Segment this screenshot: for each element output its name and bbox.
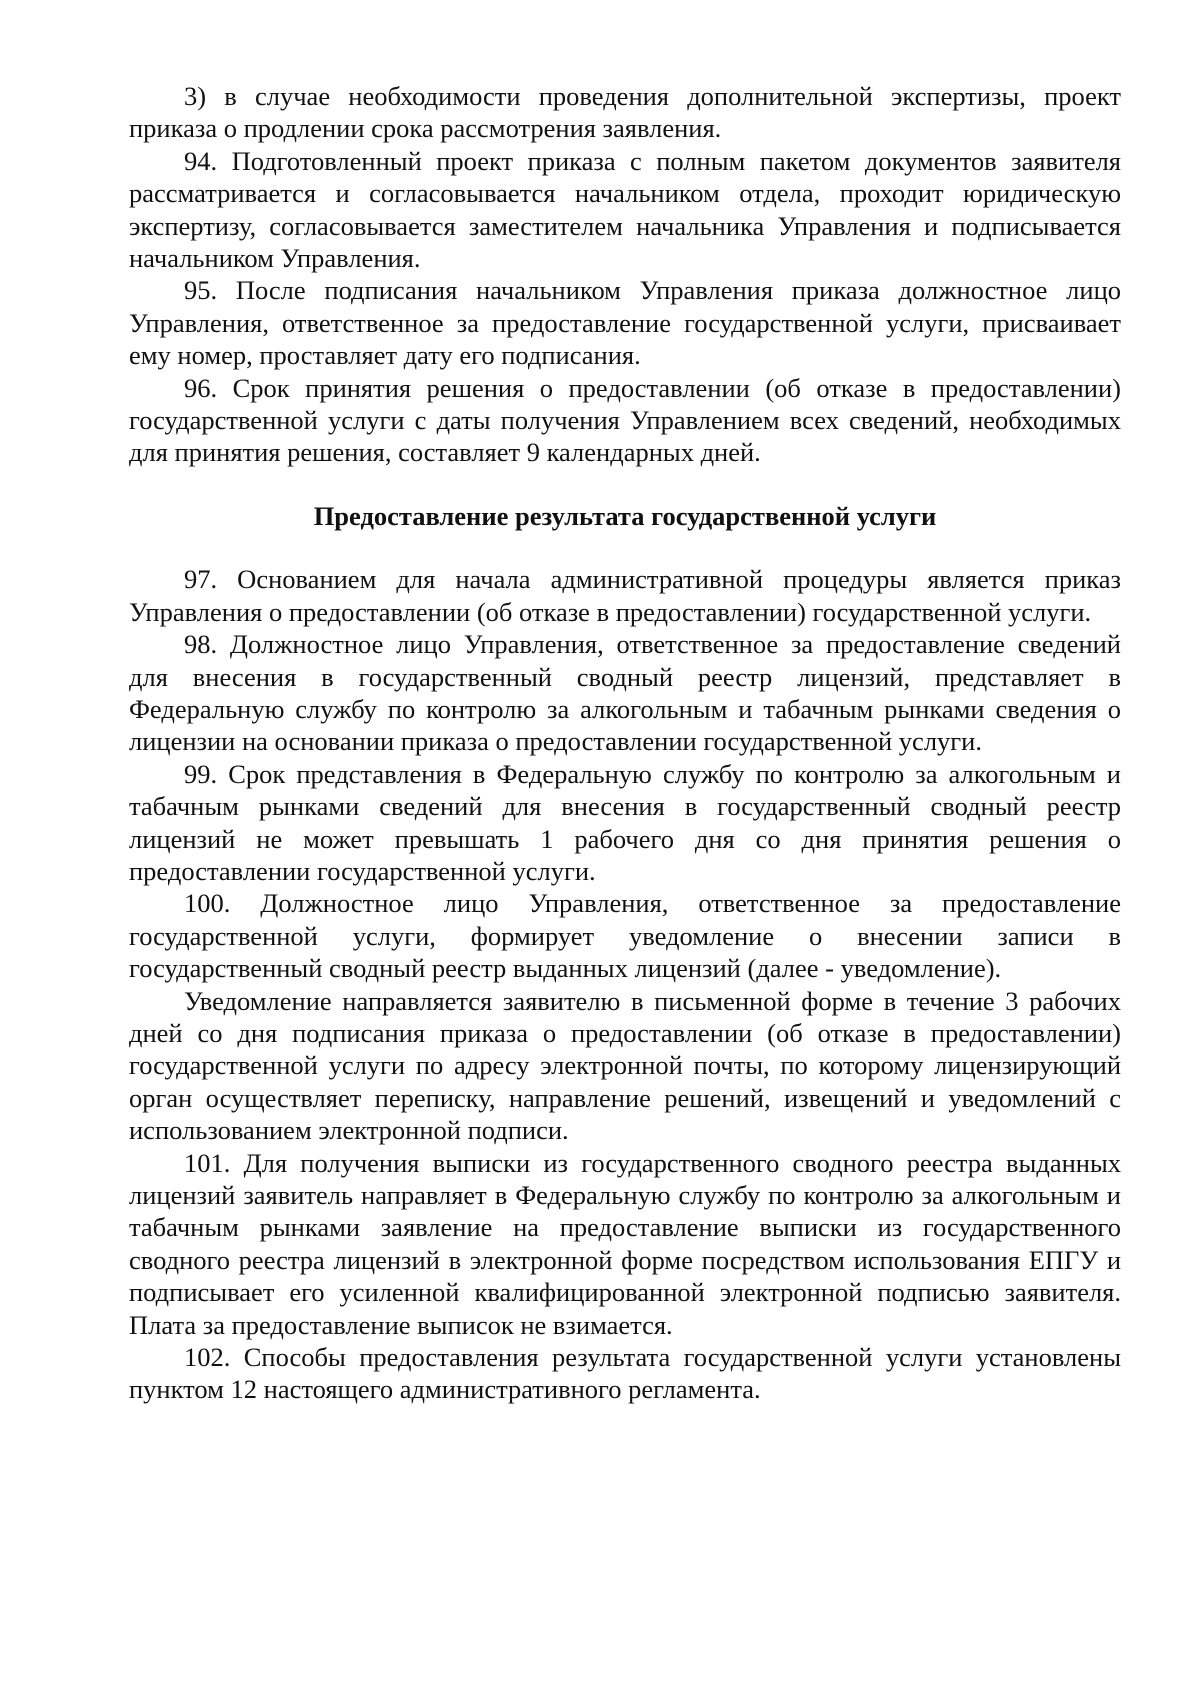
spacer <box>129 532 1121 563</box>
document-page <box>129 80 1121 1406</box>
paragraph-99: 99. Срок представления в Федеральную службу по контролю за алкогольным и табачным рынками сведений для внесения в государственный сводный реестр лицензий не может превышать 1 рабочего дня со дня принятия решения о предоставлении государственной услуги. <box>129 758 1121 886</box>
spacer <box>129 469 1121 500</box>
paragraph-97: 97. Основанием для начала административной процедуры является приказ Управления о предоставлении (об отказе в предоставлении) государственной услуги. <box>129 564 1121 627</box>
paragraph-102: 102. Способы предоставления результата государственной услуги установлены пунктом 12 настоящего административного регламента. <box>129 1342 1121 1405</box>
paragraph-96: 96. Срок принятия решения о предоставлении (об отказе в предоставлении) государственной услуги с даты получения Управлением всех сведений, необходимых для принятия решения, составляет 9 календарных дней. <box>129 372 1121 468</box>
paragraph-notification: Уведомление направляется заявителю в письменной форме в течение 3 рабочих дней со дня подписания приказа о предоставлении (об отказе в предоставлении) государственной услуги по адресу электронной почты, по которому лицензирующий орган осуществляет переписку, направление решений, извещений и уведомлений с использованием электронной подписи. <box>129 985 1121 1146</box>
section-heading: Предоставление результата государственной услуги <box>313 500 937 531</box>
paragraph-94: 94. Подготовленный проект приказа с полным пакетом документов заявителя рассматривается и согласовывается начальником отдела, проходит юридическую экспертизу, согласовывается заместителем начальника Управления и подписывается начальником Управления. <box>129 145 1121 274</box>
paragraph-item-3: 3) в случае необходимости проведения дополнительной экспертизы, проект приказа о продлении срока рассмотрения заявления. <box>129 81 1121 144</box>
paragraph-100: 100. Должностное лицо Управления, ответственное за предоставление государственной услуги, формирует уведомление о внесении записи в государственный сводный реестр выданных лицензий (далее - уведомление). <box>129 888 1121 984</box>
paragraph-95: 95. После подписания начальником Управления приказа должностное лицо Управления, ответственное за предоставление государственной услуги, присваивает ему номер, проставляет дату его подписания. <box>129 275 1121 371</box>
paragraph-98: 98. Должностное лицо Управления, ответственное за предоставление сведений для внесения в государственный сводный реестр лицензий, представляет в Федеральную службу по контролю за алкогольным и табачным рынками сведения о лицензии на основании приказа о предоставлении государственной услуги. <box>129 629 1121 757</box>
paragraph-101: 101. Для получения выписки из государственного сводного реестра выданных лицензий заявитель направляет в Федеральную службу по контролю за алкогольным и табачным рынками заявление на предоставление выписки из государственного сводного реестра лицензий в электронной форме посредством использования ЕПГУ и подписывает его усиленной квалифицированной электронной подписью заявителя. Плата за предоставление выписок не взимается. <box>129 1147 1121 1340</box>
